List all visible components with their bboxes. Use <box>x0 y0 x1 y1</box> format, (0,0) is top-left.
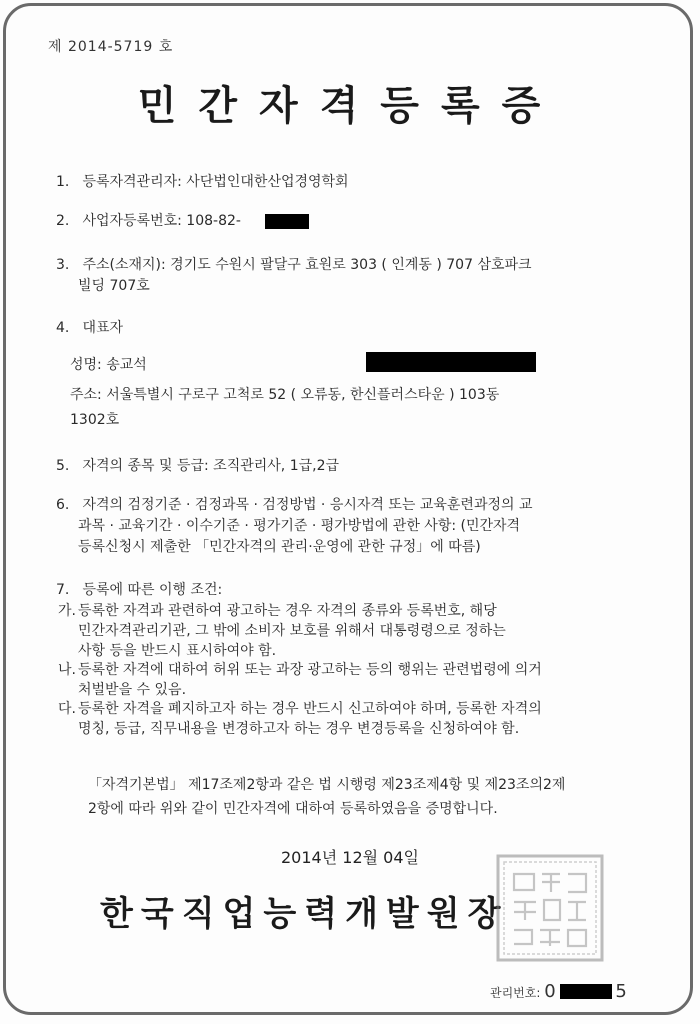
page-title: 민간자격등록증 <box>137 82 563 129</box>
management-number-label: 관리번호: <box>490 986 541 1000</box>
item-address <box>56 255 646 276</box>
item-value: 사단법인대한산업경영학회 <box>186 174 349 190</box>
item-label: 대표자 <box>82 320 124 336</box>
redaction-bar <box>265 214 309 229</box>
issue-date: 2014년 12월 04일 <box>281 848 419 867</box>
rep-name-label: 성명: <box>70 357 102 373</box>
condition-mark: 나. <box>58 662 76 678</box>
certification-statement <box>88 773 628 821</box>
condition-line: 처벌받을 수 있음. <box>78 682 187 698</box>
condition-item <box>58 660 648 700</box>
item-business-number <box>56 211 646 232</box>
item-address-cont: 빌딩 707호 <box>78 278 150 294</box>
item-value: 경기도 수원시 팔달구 효원로 303 ( 인계동 ) 707 삼호파크 <box>170 257 532 273</box>
redaction-bar <box>560 984 612 999</box>
condition-item <box>58 601 648 661</box>
management-number-start: 0 <box>544 981 556 1002</box>
item-number: 2. <box>56 213 70 229</box>
condition-line: 등록한 자격과 관련하여 광고하는 경우 자격의 종류와 등록번호, 해당 <box>78 603 497 619</box>
condition-line: 사항 등을 반드시 표시하여야 함. <box>78 643 277 659</box>
item-text-line: 과목 · 교육기간 · 이수기준 · 평가기준 · 평가방법에 관한 사항: (민간자격 <box>78 518 521 534</box>
issuer-name: 한국직업능력개발원장 <box>100 894 509 934</box>
condition-item <box>58 699 648 739</box>
management-number-end: 5 <box>615 981 627 1002</box>
certificate-number: 제 2014-5719 호 <box>48 39 174 55</box>
item-number: 7. <box>56 582 70 598</box>
condition-mark: 다. <box>58 701 76 717</box>
condition-mark: 가. <box>58 603 76 619</box>
item-conditions <box>56 580 646 601</box>
item-exam-criteria <box>56 495 646 516</box>
item-representative <box>56 318 646 339</box>
item-text-line: 자격의 검정기준 · 검정과목 · 검정방법 · 응시자격 또는 교육훈련과정의 교 <box>82 497 533 513</box>
condition-line: 등록한 자격을 폐지하고자 하는 경우 반드시 신고하여야 하며, 등록한 자격의 <box>78 701 542 717</box>
rep-name: 송교석 <box>106 357 147 373</box>
statement-line: 2항에 따라 위와 같이 민간자격에 대하여 등록하였음을 증명합니다. <box>88 801 498 817</box>
item-manager <box>56 172 646 193</box>
item-value: 조직관리사, 1급,2급 <box>213 458 340 474</box>
item-label: 주소(소재지): <box>82 257 166 273</box>
item-number: 3. <box>56 257 70 273</box>
statement-line: 「자격기본법」 제17조제2항과 같은 법 시행령 제23조제4항 및 제23조의2제 <box>88 777 566 793</box>
item-number: 5. <box>56 458 70 474</box>
item-number: 4. <box>56 320 70 336</box>
rep-address-cont: 1302호 <box>70 412 120 428</box>
item-label: 등록자격관리자: <box>82 174 182 190</box>
official-seal-icon <box>492 850 608 966</box>
item-label: 자격의 종목 및 등급: <box>82 458 209 474</box>
item-text-line: 등록신청시 제출한 「민간자격의 관리·운영에 관한 규정」에 따름) <box>78 539 481 555</box>
item-label: 등록에 따른 이행 조건: <box>82 582 223 598</box>
item-qualification <box>56 456 646 477</box>
redaction-bar <box>366 352 536 372</box>
rep-address: 서울특별시 구로구 고척로 52 ( 오류동, 한신플러스타운 ) 103동 <box>106 387 500 403</box>
condition-line: 민간자격관리기관, 그 밖에 소비자 보호를 위해서 대통령령으로 정하는 <box>78 623 506 639</box>
item-label: 사업자등록번호: <box>82 213 182 229</box>
condition-line: 등록한 자격에 대하여 허위 또는 과장 광고하는 등의 행위는 관련법령에 의거 <box>78 662 542 678</box>
management-number <box>490 981 627 1002</box>
rep-address-label: 주소: <box>70 387 102 403</box>
rep-name-row <box>70 355 147 376</box>
item-value: 108-82- <box>186 213 241 229</box>
item-number: 6. <box>56 497 70 513</box>
rep-address-row <box>70 385 499 406</box>
condition-line: 명칭, 등급, 직무내용을 변경하고자 하는 경우 변경등록을 신청하여야 함. <box>78 721 520 737</box>
item-number: 1. <box>56 174 70 190</box>
